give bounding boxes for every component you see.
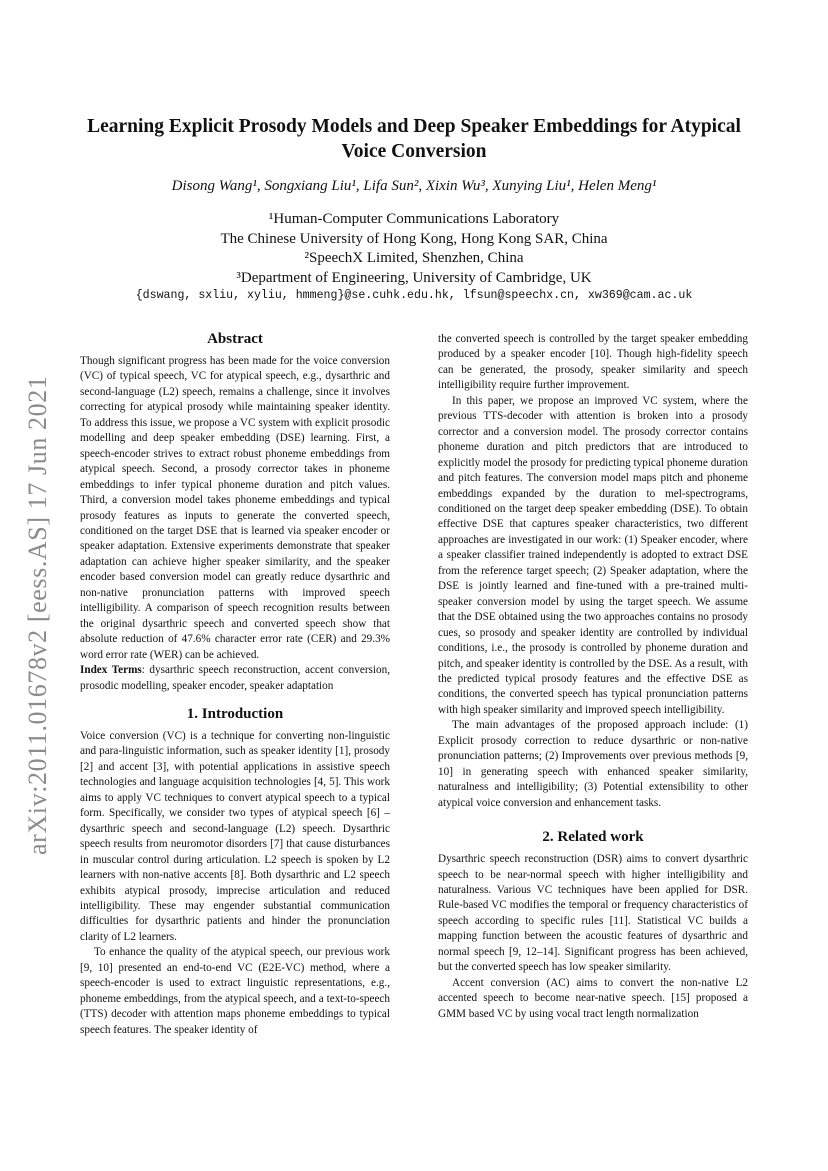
arxiv-identifier-text: arXiv:2011.01678v2 [eess.AS] 17 Jun 2021	[23, 375, 52, 855]
abstract-heading: Abstract	[207, 331, 263, 347]
body-paragraph: the converted speech is controlled by the target speaker embedding produced by a speaker encoder [10]. Though high-fidelity speech can be generated, the prosody, speaker similarity and speech intelligibility require further improvement.	[438, 333, 748, 392]
author-emails: {dswang, sxliu, xyliu, hmmeng}@se.cuhk.edu.hk, lfsun@speechx.cn, xw369@cam.ac.uk	[135, 289, 693, 302]
right-column	[438, 332, 748, 1022]
body-paragraph: In this paper, we propose an improved VC system, where the previous TTS-decoder with attention is broken into a prosody corrector and a conversion model. The prosody corrector contains phoneme duration and pitch predictors that are introduced to explicitly model the prosody for predicting typical phoneme duration and pitch features. The conversion model maps pitch and phoneme embeddings expanded by the duration to mel-spectrograms, conditioned on the target deep speaker embedding (DSE). To obtain effective DSE that captures speaker characteristics, two different approaches are investigated in our work: (1) Speaker encoder, where a speaker classifier trained independently is adopted to extract DSE from the reference target speech; (2) Speaker adaptation, where the DSE is jointly learned and fine-tuned with a pre-trained multi-speaker conversion model by using the target speech. We assume that the DSE obtained using the two approaches contains no prosody cues, so prosody and speaker identity are controlled by individual conditions, i.e., the prosody is controlled by phoneme duration and pitch, and speaker identity is controlled by the DSE. As a result, with the predicted typical prosody features and the effective DSE as conditions, the converted speech has typical pronunciation patterns with high speaker similarity and improved speech intelligibility.	[438, 394, 748, 716]
introduction-paragraph: To enhance the quality of the atypical speech, our previous work [9, 10] presented an end-to-end VC (E2E-VC) method, where a speech-encoder is used to extract linguistic representations, e.g., phoneme embeddings, from the atypical speech, and a text-to-speech (TTS) decoder with attention maps phoneme embeddings to typical speech features. The speaker identity of	[80, 946, 390, 1036]
author-list: Disong Wang¹, Songxiang Liu¹, Lifa Sun², Xixin Wu³, Xunying Liu¹, Helen Meng¹	[171, 178, 657, 194]
related-work-heading: 2. Related work	[542, 829, 644, 846]
left-column	[80, 330, 390, 1038]
introduction-heading: 1. Introduction	[186, 705, 284, 722]
index-terms-label: Index Terms	[80, 664, 142, 677]
affiliation-line: ¹Human-Computer Communications Laboratory	[268, 211, 560, 227]
index-terms-text: : dysarthric speech reconstruction, accent conversion, prosodic modelling, speaker encoder, speaker adaptation	[80, 664, 390, 692]
abstract-text: Though significant progress has been made for the voice conversion (VC) of typical speech, VC for atypical speech, e.g., dysarthric and second-language (L2) speech, remains a challenge, since it involves correcting for atypical prosody while maintaining speaker identity. To address this issue, we propose a VC system with explicit prosodic modelling and deep speaker embedding (DSE) learning. First, a speech-encoder strives to extract robust phoneme embeddings from atypical speech. Second, a prosody corrector takes in phoneme embeddings to infer typical phoneme duration and pitch values. Third, a conversion model takes phoneme embeddings and typical prosody features as inputs to generate the converted speech, conditioned on the target DSE that is learned via speaker encoder or speaker adaptation. Extensive experiments demonstrate that speaker adaptation can achieve higher speaker similarity, and the speaker encoder based conversion model can greatly reduce dysarthric and non-native pronunciation patterns with improved speech intelligibility. A comparison of speech recognition results between the original dysarthric speech and converted speech show that absolute reduction of 47.6% character error rate (CER) and 29.3% word error rate (WER) can be achieved.	[80, 355, 390, 661]
affiliation-line: ³Department of Engineering, University of Cambridge, UK	[236, 269, 592, 286]
introduction-paragraph: Voice conversion (VC) is a technique for converting non-linguistic and para-linguistic information, such as speaker identity [1], prosody [2] and accent [3], with potential applications in assistive speech technologies and language acquisition technologies [4, 5]. This work aims to apply VC techniques to convert atypical speech to a typical form. Specifically, we consider two types of atypical speech [6] – dysarthric speech and second-language (L2) speech. Dysarthric speech results from neuromotor disorders [7] that cause disturbances in muscular control during articulation. L2 speech is spoken by L2 learners with non-native accents [8]. Both dysarthric and L2 speech exhibits atypical prosody, imprecise articulation and reduced intelligibility. These may engender substantial communication difficulties for dysarthric patients and hinder the pronunciation clarity of L2 learners.	[80, 729, 390, 943]
paper-title: Learning Explicit Prosody Models and Deep Speaker Embeddings for Atypical Voice Conversion	[87, 116, 741, 162]
body-paragraph: The main advantages of the proposed approach include: (1) Explicit prosody correction to reduce dysarthric or non-native pronunciation patterns; (2) Improvements over previous methods [9, 10] in generating speech with enhanced speaker similarity, naturalness and intelligibility; (3) Potential extensibility to other atypical voice conversion and enhancement tasks.	[438, 719, 748, 809]
affiliation-line: The Chinese University of Hong Kong, Hong Kong SAR, China	[220, 230, 608, 247]
affiliations	[60, 210, 768, 288]
arxiv-identifier-watermark	[15, 235, 53, 855]
related-work-paragraph: Dysarthric speech reconstruction (DSR) aims to convert dysarthric speech to be near-normal speech with higher intelligibility and naturalness. Various VC techniques have been applied for DSR. Rule-based VC modifies the temporal or frequency characteristics of speech according to specific rules [11]. Statistical VC builds a mapping function between the acoustic features of dysarthric and normal speech [9, 12–14]. Significant progress has been achieved, but the converted speech has low speaker similarity.	[438, 853, 748, 974]
affiliation-line: ²SpeechX Limited, Shenzhen, China	[304, 250, 524, 266]
index-terms	[80, 663, 390, 694]
related-work-paragraph: Accent conversion (AC) aims to convert the non-native L2 accented speech to become near-native speech. [15] proposed a GMM based VC by using vocal tract length normalization	[438, 976, 748, 1020]
